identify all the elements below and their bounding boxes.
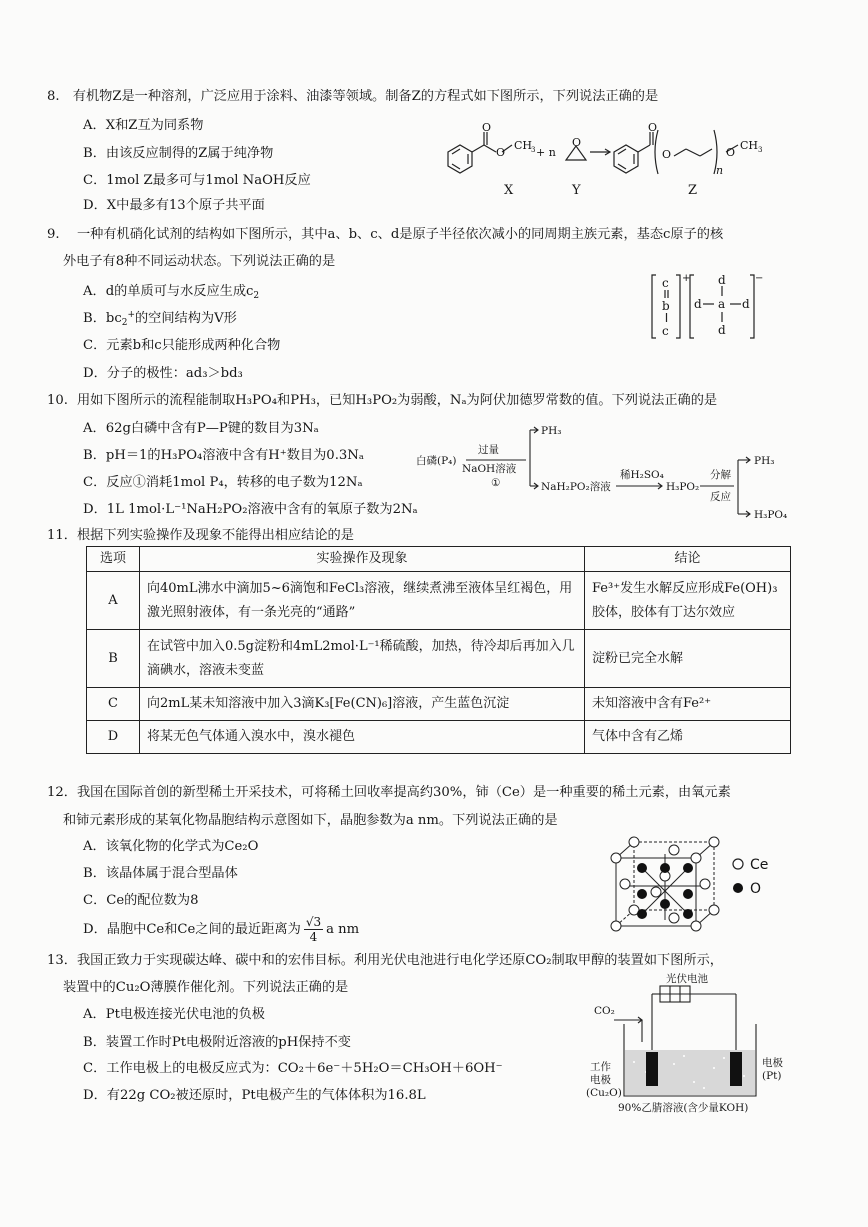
working-electrode — [646, 1052, 658, 1086]
svg-text:d: d — [742, 297, 750, 311]
svg-text:H₃PO₄: H₃PO₄ — [754, 509, 788, 521]
svg-text:①: ① — [491, 477, 501, 489]
svg-text:(Pt): (Pt) — [762, 1070, 782, 1082]
q8-label-z: Z — [688, 183, 698, 198]
q13-stem-line1: 13．我国正致力于实现碳达峰、碳中和的宏伟目标。利用光伏电池进行电化学还原CO₂制取甲醇的装置如下图所示， — [47, 953, 723, 968]
svg-text:3: 3 — [531, 146, 536, 154]
svg-text:d: d — [718, 323, 726, 337]
svg-text:90%乙腈溶液(含少量KOH): 90%乙腈溶液(含少量KOH) — [618, 1102, 749, 1114]
svg-text:3: 3 — [758, 146, 763, 154]
q8-ch3: CH — [514, 139, 533, 152]
svg-text:白磷(P₄): 白磷(P₄) — [416, 455, 457, 467]
svg-text:反应: 反应 — [710, 491, 731, 503]
q8-option-b: B．由该反应制得的Z属于纯净物 — [83, 146, 274, 161]
q12-option-b: B．该晶体属于混合型晶体 — [83, 866, 238, 881]
svg-text:b: b — [662, 299, 670, 313]
svg-text:−: − — [755, 273, 764, 284]
svg-text:a: a — [718, 297, 726, 311]
ce-legend-marker — [733, 859, 743, 869]
q8-option-d: D．X中最多有13个原子共平面 — [83, 198, 265, 213]
svg-text:c: c — [662, 276, 669, 290]
q9-option-c: C．元素b和c只能形成两种化合物 — [83, 338, 281, 353]
svg-text:d: d — [694, 297, 702, 311]
svg-text:c: c — [662, 324, 669, 338]
q8-n: n — [716, 164, 724, 177]
table-row: C 向2mL某未知溶液中加入3滴K₃[Fe(CN)₆]溶液，产生蓝色沉淀 未知溶液中含有Fe²⁺ — [87, 688, 791, 721]
ce-legend-label: Ce — [750, 857, 769, 873]
svg-text:d: d — [718, 273, 726, 287]
q8-option-a: A．X和Z互为同系物 — [83, 118, 204, 133]
q13-option-a: A．Pt电极连接光伏电池的负极 — [83, 1007, 265, 1022]
svg-text:CH: CH — [740, 139, 759, 152]
header-option: 选项 — [87, 547, 140, 572]
q8-stem: 8. 有机物Z是一种溶剂，广泛应用于涂料、油漆等领域。制备Z的方程式如下图所示，下列说法正确的是 — [47, 89, 659, 104]
svg-text:PH₃: PH₃ — [541, 425, 562, 437]
svg-text:NaH₂PO₂溶液: NaH₂PO₂溶液 — [541, 481, 611, 493]
q13-stem-line2: 装置中的Cu₂O薄膜作催化剂。下列说法正确的是 — [63, 980, 349, 995]
q12-option-c: C．Ce的配位数为8 — [83, 893, 199, 908]
q10-option-c: C．反应①消耗1mol P₄，转移的电子数为12Nₐ — [83, 475, 363, 490]
q8-plus-n: + n — [536, 146, 556, 159]
header-conclusion: 结论 — [585, 547, 791, 572]
o-legend-marker — [733, 883, 743, 893]
svg-text:电极: 电极 — [762, 1057, 783, 1069]
q13-option-d: D．有22g CO₂被还原时，Pt电极产生的气体体积为16.8L — [83, 1088, 426, 1103]
table-row: B 在试管中加入0.5g淀粉和4mL2mol·L⁻¹稀硫酸，加热，待冷却后再加入几滴碘水，溶液未变蓝 淀粉已完全水解 — [87, 630, 791, 688]
svg-text:稀H₂SO₄: 稀H₂SO₄ — [620, 469, 664, 481]
svg-text:O: O — [496, 146, 506, 159]
svg-text:O: O — [726, 146, 736, 159]
q13-option-b: B．装置工作时Pt电极附近溶液的pH保持不变 — [83, 1035, 351, 1050]
q9-option-a: A．d的单质可与水反应生成$c_2$ — [83, 284, 260, 301]
q13-option-c: C．工作电极上的电极反应式为：CO₂＋6e⁻＋5H₂O＝CH₃OH＋6OH⁻ — [83, 1061, 503, 1076]
svg-text:+: + — [682, 273, 691, 284]
q8-label-y: Y — [572, 183, 581, 198]
svg-text:O: O — [572, 136, 582, 149]
q12-stem-line2: 和铈元素形成的某氧化物晶胞结构示意图如下，晶胞参数为a nm。下列说法正确的是 — [63, 813, 558, 828]
svg-text:O: O — [662, 148, 672, 161]
q12-option-d: D．晶胞中Ce和Ce之间的最近距离为 $\frac{√3}{4}$ a nm — [83, 915, 360, 944]
q11-experiment-table — [86, 546, 791, 754]
table-row: D 将某无色气体通入溴水中，溴水褪色 气体中含有乙烯 — [87, 721, 791, 754]
svg-text:(Cu₂O): (Cu₂O) — [586, 1087, 622, 1099]
q8-option-c: C．1mol Z最多可与1mol NaOH反应 — [83, 173, 311, 188]
q12-stem-line1: 12．我国在国际首创的新型稀土开采技术，可将稀土回收率提高约30%，铈（Ce）是一种重要的稀土元素，由氧元素 — [47, 785, 731, 800]
svg-text:光伏电池: 光伏电池 — [666, 973, 708, 985]
q9-stem-line2: 外电子有8种不同运动状态。下列说法正确的是 — [63, 254, 336, 269]
header-operation: 实验操作及现象 — [140, 547, 585, 572]
q10-option-b: B．pH＝1的H₃PO₄溶液中含有H⁺数目为0.3Nₐ — [83, 448, 364, 463]
svg-text:过量: 过量 — [478, 444, 499, 456]
q10-option-a: A．62g白磷中含有P—P键的数目为3Nₐ — [83, 421, 319, 436]
q13-electrolysis-figure — [584, 972, 804, 1116]
q10-stem: 10. 用如下图所示的流程能制取H₃PO₄和PH₃，已知H₃PO₂为弱酸，Nₐ为阿伏加德罗常数的值。下列说法正确的是 — [47, 393, 718, 408]
q8-label-x: X — [504, 183, 514, 198]
svg-text:O: O — [482, 121, 492, 134]
q8-reaction-figure — [438, 122, 788, 200]
svg-text:CO₂: CO₂ — [594, 1005, 615, 1017]
q10-option-d: D．1L 1mol·L⁻¹NaH₂PO₂溶液中含有的氧原子数为2Nₐ — [83, 502, 418, 517]
svg-text:H₃PO₂: H₃PO₂ — [666, 481, 700, 493]
o-legend-label: O — [750, 881, 762, 897]
q9-stem-line1: 9. 一种有机硝化试剂的结构如下图所示，其中a、b、c、d是原子半径依次减小的同周期主族元素，基态c原子的核 — [47, 227, 724, 242]
q12-option-a: A．该氧化物的化学式为Ce₂O — [83, 839, 259, 854]
svg-text:PH₃: PH₃ — [754, 455, 775, 467]
svg-text:O: O — [648, 121, 658, 134]
q9-option-b: B．$bc_2^+$的空间结构为V形 — [83, 310, 237, 328]
q9-structure-figure — [650, 272, 762, 342]
q10-flow-figure — [416, 416, 796, 528]
q12-crystal-cell-figure — [608, 834, 778, 934]
table-row: A 向40mL沸水中滴加5~6滴饱和FeCl₃溶液，继续煮沸至液体呈红褐色，用激光照射液体，有一条光亮的“通路” Fe³⁺发生水解反应形成Fe(OH)₃胶体，胶体有丁达尔效应 — [87, 572, 791, 630]
q9-option-d: D．分子的极性：ad₃＞bd₃ — [83, 366, 243, 381]
svg-text:工作: 工作 — [590, 1061, 611, 1073]
table-header-row — [87, 547, 791, 572]
svg-text:电极: 电极 — [590, 1074, 611, 1086]
pt-electrode — [730, 1052, 742, 1086]
svg-text:分解: 分解 — [710, 469, 731, 481]
svg-text:NaOH溶液: NaOH溶液 — [462, 463, 517, 475]
q11-stem: 11．根据下列实验操作及现象不能得出相应结论的是 — [47, 528, 354, 543]
